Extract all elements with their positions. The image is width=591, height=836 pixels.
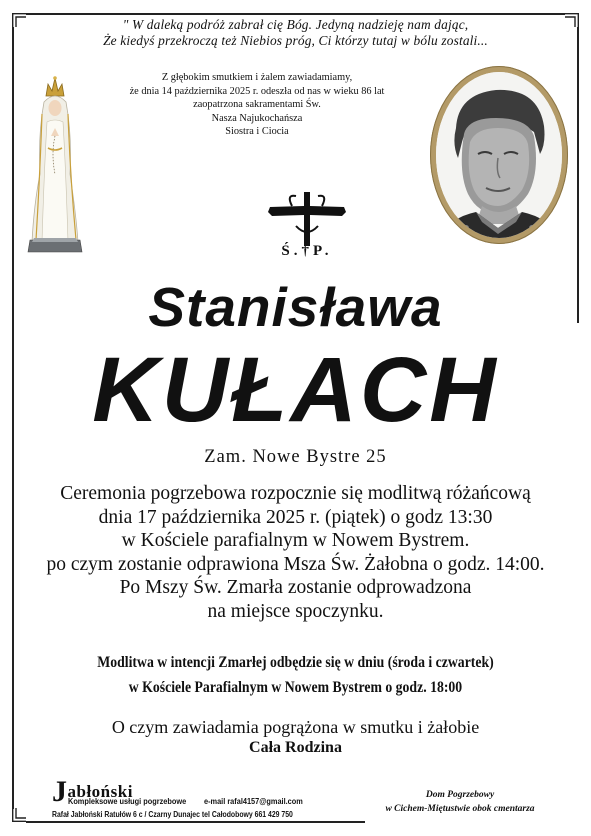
corner-ornament-bottom-left — [12, 808, 26, 822]
poem-line-2: Że kiedyś przekroczą też Niebios próg, Ci którzy tutaj w bólu zostali... — [103, 33, 488, 48]
cross-symbol-icon — [266, 190, 348, 262]
ceremony-line-6: na miejsce spoczynku. — [207, 600, 384, 622]
sp-abbreviation: Ś.†P. — [281, 243, 333, 259]
ceremony-line-4: po czym zostanie odprawiona Msza Św. Żałobna o godz. 14:00. — [46, 553, 545, 575]
intro-line-1: Z głębokim smutkiem i żalem zawiadamiamy, — [161, 72, 353, 83]
intro-line-5: Siostra i Ciocia — [225, 126, 289, 138]
ceremony-line-1: Ceremonia pogrzebowa rozpocznie się modlitwą różańcową — [60, 483, 531, 504]
ceremony-line-3: w Kościele parafialnym w Nowem Bystrem. — [121, 530, 470, 552]
ceremony-line-5: Po Mszy Św. Zmarła zostanie odprowadzona — [119, 577, 472, 599]
intro-line-3: zaopatrzona sakramentami Św. — [193, 99, 321, 111]
brand-rest: abłoński — [67, 782, 133, 801]
deceased-portrait-frame — [430, 66, 568, 244]
prayer-line-1: Modlitwa w intencji Zmarłej odbędzie się w dniu (środa i czwartek) — [97, 654, 494, 671]
funeral-email: e-mail rafal4157@gmail.com — [204, 797, 303, 806]
intro-line-2: że dnia 14 października 2025 r. odeszła od nas w wieku 86 lat — [129, 85, 385, 97]
announcement-intro — [96, 71, 418, 139]
madonna-statue-image — [18, 74, 92, 254]
intro-line-4: Nasza Najukochańsza — [211, 112, 303, 124]
brand-initial: J — [52, 775, 68, 808]
deceased-surname: KUŁACH — [92, 339, 499, 441]
prayer-details — [59, 650, 533, 700]
closing-family: Cała Rodzina — [249, 739, 342, 756]
funeral-home-info — [360, 788, 560, 816]
funeral-home-line-2: w Cichem-Miętustwie obok cmentarza — [385, 804, 535, 814]
funeral-services-text: Kompleksowe usługi pogrzebowe — [68, 797, 187, 806]
poem-line-1: " W daleką podróż zabrał cię Bóg. Jedyną nadzieję nam dając, — [122, 17, 469, 32]
frame-top — [26, 13, 565, 15]
ceremony-line-2: dnia 17 października 2025 r. (piątek) o godz 13:30 — [98, 506, 493, 528]
funeral-address: Rafał Jabłoński Ratułów 6 c / Czarny Dunajec tel Całodobowy 661 429 750 — [52, 810, 293, 819]
funeral-home-line-1: Dom Pogrzebowy — [425, 790, 495, 800]
deceased-residence: Zam. Nowe Bystre 25 — [204, 447, 387, 467]
prayer-line-2: w Kościele Parafialnym w Nowem Bystrem o godz. 18:00 — [128, 679, 463, 696]
deceased-first-name: Stanisława — [148, 276, 443, 338]
deceased-portrait-photo — [436, 72, 562, 238]
ceremony-details — [20, 482, 571, 624]
poem-quote — [20, 17, 571, 49]
closing-announcement: O czym zawiadamia pogrążona w smutku i żałobie — [111, 717, 480, 737]
funeral-company-info — [52, 775, 352, 826]
